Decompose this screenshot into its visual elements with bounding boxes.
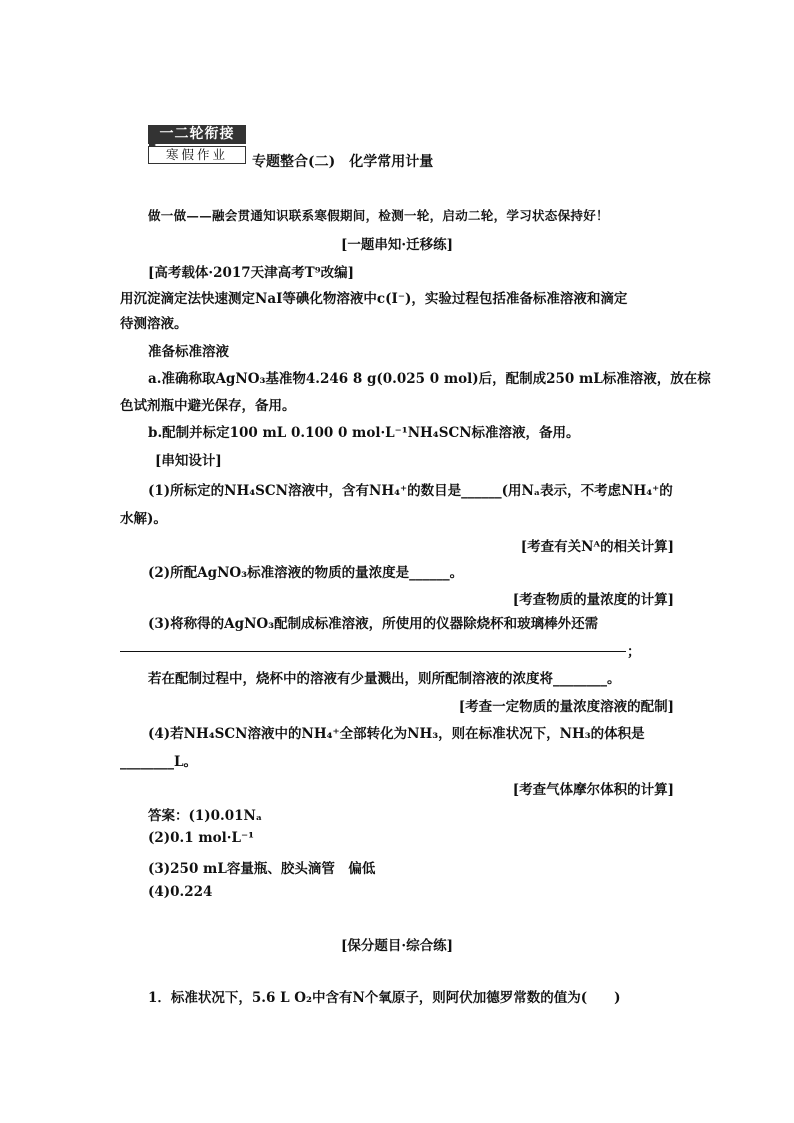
step-b: b.配制并标定100 mL 0.100 0 mol·L⁻¹NH₄SCN标准溶液，备用。: [148, 425, 580, 441]
source-note: [高考载体·2017天津高考T⁹改编]: [148, 265, 355, 281]
step-a-line-2: 色试剂瓶中避光保存，备用。: [120, 398, 296, 414]
q3-answer-blank: [120, 651, 626, 652]
answer-1: 答案：(1)0.01Nₐ: [148, 808, 263, 824]
section-heading-2: [保分题目·综合练]: [341, 938, 453, 954]
badge-top-label: 一二轮衔接: [148, 125, 246, 144]
q1-line-1: (1)所标定的NH₄SCN溶液中，含有NH₄⁺的数目是______(用Nₐ表示，不考虑NH₄⁺的: [148, 483, 673, 499]
prep-title: 准备标准溶液: [148, 344, 229, 360]
q3-tag: [考查一定物质的量浓度溶液的配制]: [458, 699, 674, 715]
q4-line-2: ________L。: [120, 754, 197, 770]
badge-bottom-label: 寒假作业: [148, 146, 246, 164]
stem-line-2: 待测溶液。: [120, 316, 188, 332]
intro-text: 做一做——融会贯通知识联系寒假期间，检测一轮，启动二轮，学习状态保持好！: [148, 208, 609, 223]
q1-tag: [考查有关Nᴬ的相关计算]: [520, 539, 674, 555]
design-title: [串知设计]: [155, 453, 222, 469]
answer-4: (4)0.224: [148, 884, 213, 900]
answer-3: (3)250 mL容量瓶、胶头滴管 偏低: [148, 861, 376, 877]
q3-line-1: (3)将称得的AgNO₃配制成标准溶液，所使用的仪器除烧杯和玻璃棒外还需: [148, 616, 599, 632]
q4-line-1: (4)若NH₄SCN溶液中的NH₄⁺全部转化为NH₃，则在标准状况下，NH₃的体积是: [148, 726, 645, 742]
step-a-line-1: a.准确称取AgNO₃基准物4.246 8 g(0.025 0 mol)后，配制成250 mL标准溶液，放在棕: [148, 371, 711, 387]
q3-line-2: 若在配制过程中，烧杯中的溶液有少量溅出，则所配制溶液的浓度将________。: [148, 671, 621, 687]
q2-line-1: (2)所配AgNO₃标准溶液的物质的量浓度是______。: [148, 565, 464, 581]
stem-line-1: 用沉淀滴定法快速测定NaI等碘化物溶液中c(I⁻)，实验过程包括准备标准溶液和滴定: [120, 291, 628, 307]
page-title: 专题整合(二) 化学常用计量: [252, 154, 434, 170]
q4-tag: [考查气体摩尔体积的计算]: [512, 782, 674, 798]
problem-1: 1．标准状况下，5.6 L O₂中含有N个氧原子，则阿伏加德罗常数的值为( ): [148, 990, 621, 1006]
q2-tag: [考查物质的量浓度的计算]: [512, 592, 674, 608]
section-badge: [148, 125, 246, 165]
section-heading-1: [一题串知·迁移练]: [341, 237, 453, 253]
answer-2: (2)0.1 mol·L⁻¹: [148, 830, 255, 846]
q1-line-2: 水解)。: [120, 511, 167, 527]
q3-semicolon: ；: [627, 644, 641, 660]
